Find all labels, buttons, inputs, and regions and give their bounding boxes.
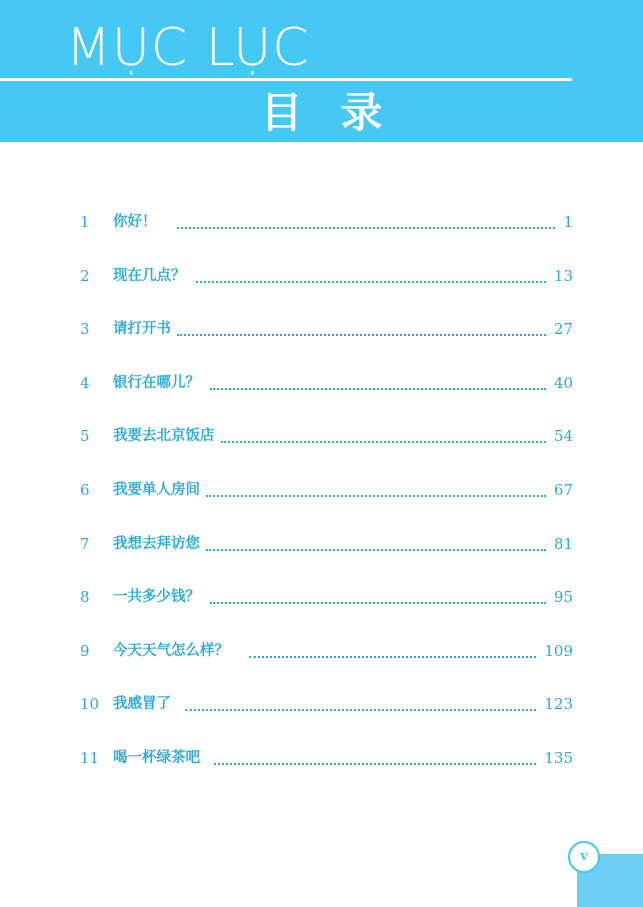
toc-entry[interactable] bbox=[80, 740, 573, 794]
toc-number: 8 bbox=[80, 588, 90, 607]
toc-page: 40 bbox=[553, 373, 573, 392]
toc-entry[interactable] bbox=[80, 633, 573, 687]
toc-title: 银行在哪儿？ bbox=[113, 374, 200, 391]
toc-page: 54 bbox=[553, 427, 573, 446]
toc-number: 11 bbox=[80, 748, 100, 767]
toc-leader bbox=[206, 549, 546, 551]
toc-title: 我想去拜访您 bbox=[113, 535, 200, 552]
toc-entry[interactable] bbox=[80, 311, 573, 365]
toc-page: 81 bbox=[553, 534, 573, 553]
toc-leader bbox=[177, 334, 546, 336]
header-banner bbox=[0, 0, 643, 142]
toc-number: 6 bbox=[80, 480, 90, 499]
toc-entry[interactable] bbox=[80, 579, 573, 633]
toc-entry[interactable] bbox=[80, 418, 573, 472]
toc-title: 今天天气怎么样？ bbox=[113, 642, 229, 659]
toc-page: 123 bbox=[544, 695, 573, 714]
table-of-contents bbox=[80, 204, 573, 794]
toc-title: 现在几点？ bbox=[113, 267, 186, 284]
toc-number: 1 bbox=[80, 213, 90, 231]
toc-number: 5 bbox=[80, 427, 90, 446]
toc-title: 我要单人房间 bbox=[113, 481, 200, 498]
toc-leader bbox=[196, 281, 546, 283]
toc-number: 2 bbox=[80, 266, 90, 285]
toc-leader bbox=[210, 388, 546, 390]
toc-title: 请打开书 bbox=[113, 321, 171, 338]
page-title: MỤC LỤC bbox=[66, 18, 310, 78]
toc-page: 67 bbox=[553, 480, 573, 499]
toc-title: 你好！ bbox=[113, 214, 157, 230]
toc-leader bbox=[221, 441, 546, 443]
toc-entry[interactable] bbox=[80, 686, 573, 740]
toc-entry[interactable] bbox=[80, 472, 573, 526]
toc-page: 135 bbox=[544, 748, 573, 767]
toc-entry[interactable] bbox=[80, 526, 573, 580]
toc-page: 13 bbox=[553, 266, 573, 285]
toc-title: 喝一杯绿茶吧 bbox=[113, 749, 200, 766]
toc-leader bbox=[249, 656, 536, 658]
toc-number: 10 bbox=[80, 695, 100, 714]
toc-title: 我要去北京饭店 bbox=[113, 428, 215, 445]
toc-leader bbox=[177, 227, 556, 229]
toc-leader bbox=[210, 602, 546, 604]
toc-page: 1 bbox=[563, 213, 573, 231]
page-subtitle: 目录 bbox=[260, 88, 421, 137]
toc-entry[interactable] bbox=[80, 365, 573, 419]
toc-entry[interactable] bbox=[80, 258, 573, 312]
toc-number: 9 bbox=[80, 641, 90, 660]
toc-leader bbox=[185, 709, 536, 711]
toc-page: 95 bbox=[553, 588, 573, 607]
toc-title: 我感冒了 bbox=[113, 696, 171, 713]
toc-leader bbox=[206, 495, 546, 497]
toc-page: 27 bbox=[553, 320, 573, 339]
toc-number: 4 bbox=[80, 373, 90, 392]
toc-number: 3 bbox=[80, 320, 90, 339]
toc-entry[interactable] bbox=[80, 204, 573, 258]
toc-leader bbox=[214, 763, 536, 765]
page-number-badge: v bbox=[568, 841, 600, 873]
toc-page: 109 bbox=[544, 641, 573, 660]
toc-number: 7 bbox=[80, 534, 90, 553]
header-divider bbox=[0, 78, 572, 81]
toc-title: 一共多少钱？ bbox=[113, 589, 200, 606]
